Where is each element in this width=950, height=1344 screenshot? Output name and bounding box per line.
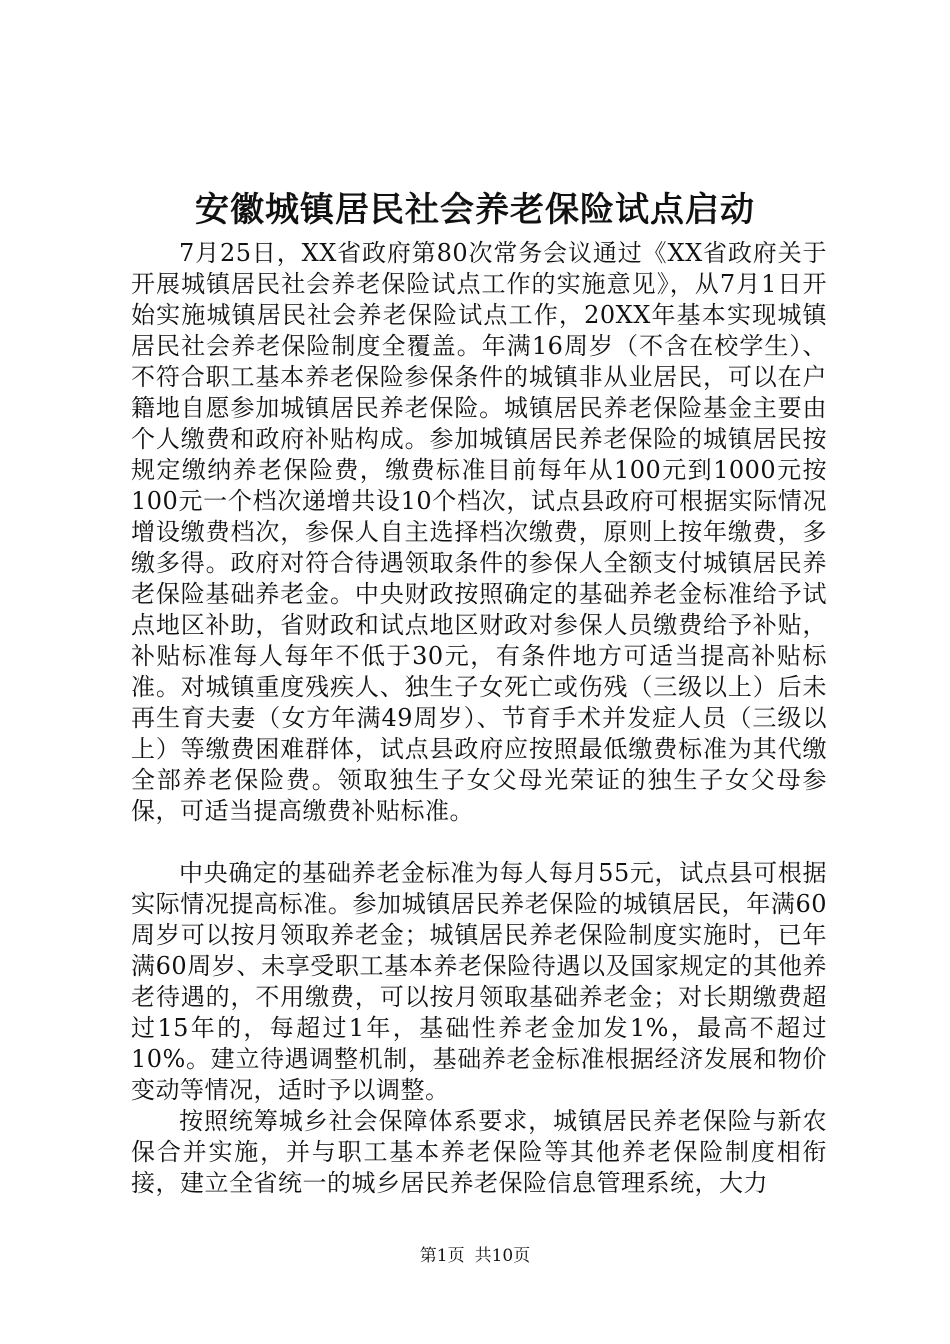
document-body [131,238,827,1199]
paragraph-3: 按照统筹城乡社会保障体系要求，城镇居民养老保险与新农保合并实施，并与职工基本养老保险等其他养老保险制度相衔接，建立全省统一的城乡居民养老保险信息管理系统，大力 [131,1107,827,1197]
paragraph-2: 中央确定的基础养老金标准为每人每月55元，试点县可根据实际情况提高标准。参加城镇居民养老保险的城镇居民，年满60周岁可以按月领取养老金；城镇居民养老保险制度实施时，已年满60周岁、未享受职工基本养老保险待遇以及国家规定的其他养老待遇的，不用缴费，可以按月领取基础养老金；对长期缴费超过15年的，每超过1年，基础性养老金加发1%，最高不超过10%。建立待遇调整机制，基础养老金标准根据经济发展和物价变动等情况，适时予以调整。 [131,859,827,1104]
page-footer [0,1244,950,1268]
paragraph-spacer [131,827,827,858]
page-number: 第1页 [419,1246,465,1266]
document-title: 安徽城镇居民社会养老保险试点启动 [195,190,755,230]
total-pages: 共10页 [474,1246,531,1266]
paragraph-1: 7月25日，XX省政府第80次常务会议通过《XX省政府关于开展城镇居民社会养老保险试点工作的实施意见》，从7月1日开始实施城镇居民社会养老保险试点工作，20XX年基本实现城镇居民社会养老保险制度全覆盖。年满16周岁（不含在校学生）、不符合职工基本养老保险参保条件的城镇非从业居民，可以在户籍地自愿参加城镇居民养老保险。城镇居民养老保险基金主要由个人缴费和政府补贴构成。参加城镇居民养老保险的城镇居民按规定缴纳养老保险费，缴费标准目前每年从100元到1000元按100元一个档次递增共设10个档次，试点县政府可根据实际情况增设缴费档次，参保人自主选择档次缴费，原则上按年缴费，多缴多得。政府对符合待遇领取条件的参保人全额支付城镇居民养老保险基础养老金。中央财政按照确定的基础养老金标准给予试点地区补助，省财政和试点地区财政对参保人员缴费给予补贴，补贴标准每人每年不低于30元，有条件地方可适当提高补贴标准。对城镇重度残疾人、独生子女死亡或伤残（三级以上）后未再生育夫妻（女方年满49周岁）、节育手术并发症人员（三级以上）等缴费困难群体，试点县政府应按照最低缴费标准为其代缴全部养老保险费。领取独生子女父母光荣证的独生子女父母参保，可适当提高缴费补贴标准。 [131,239,827,825]
